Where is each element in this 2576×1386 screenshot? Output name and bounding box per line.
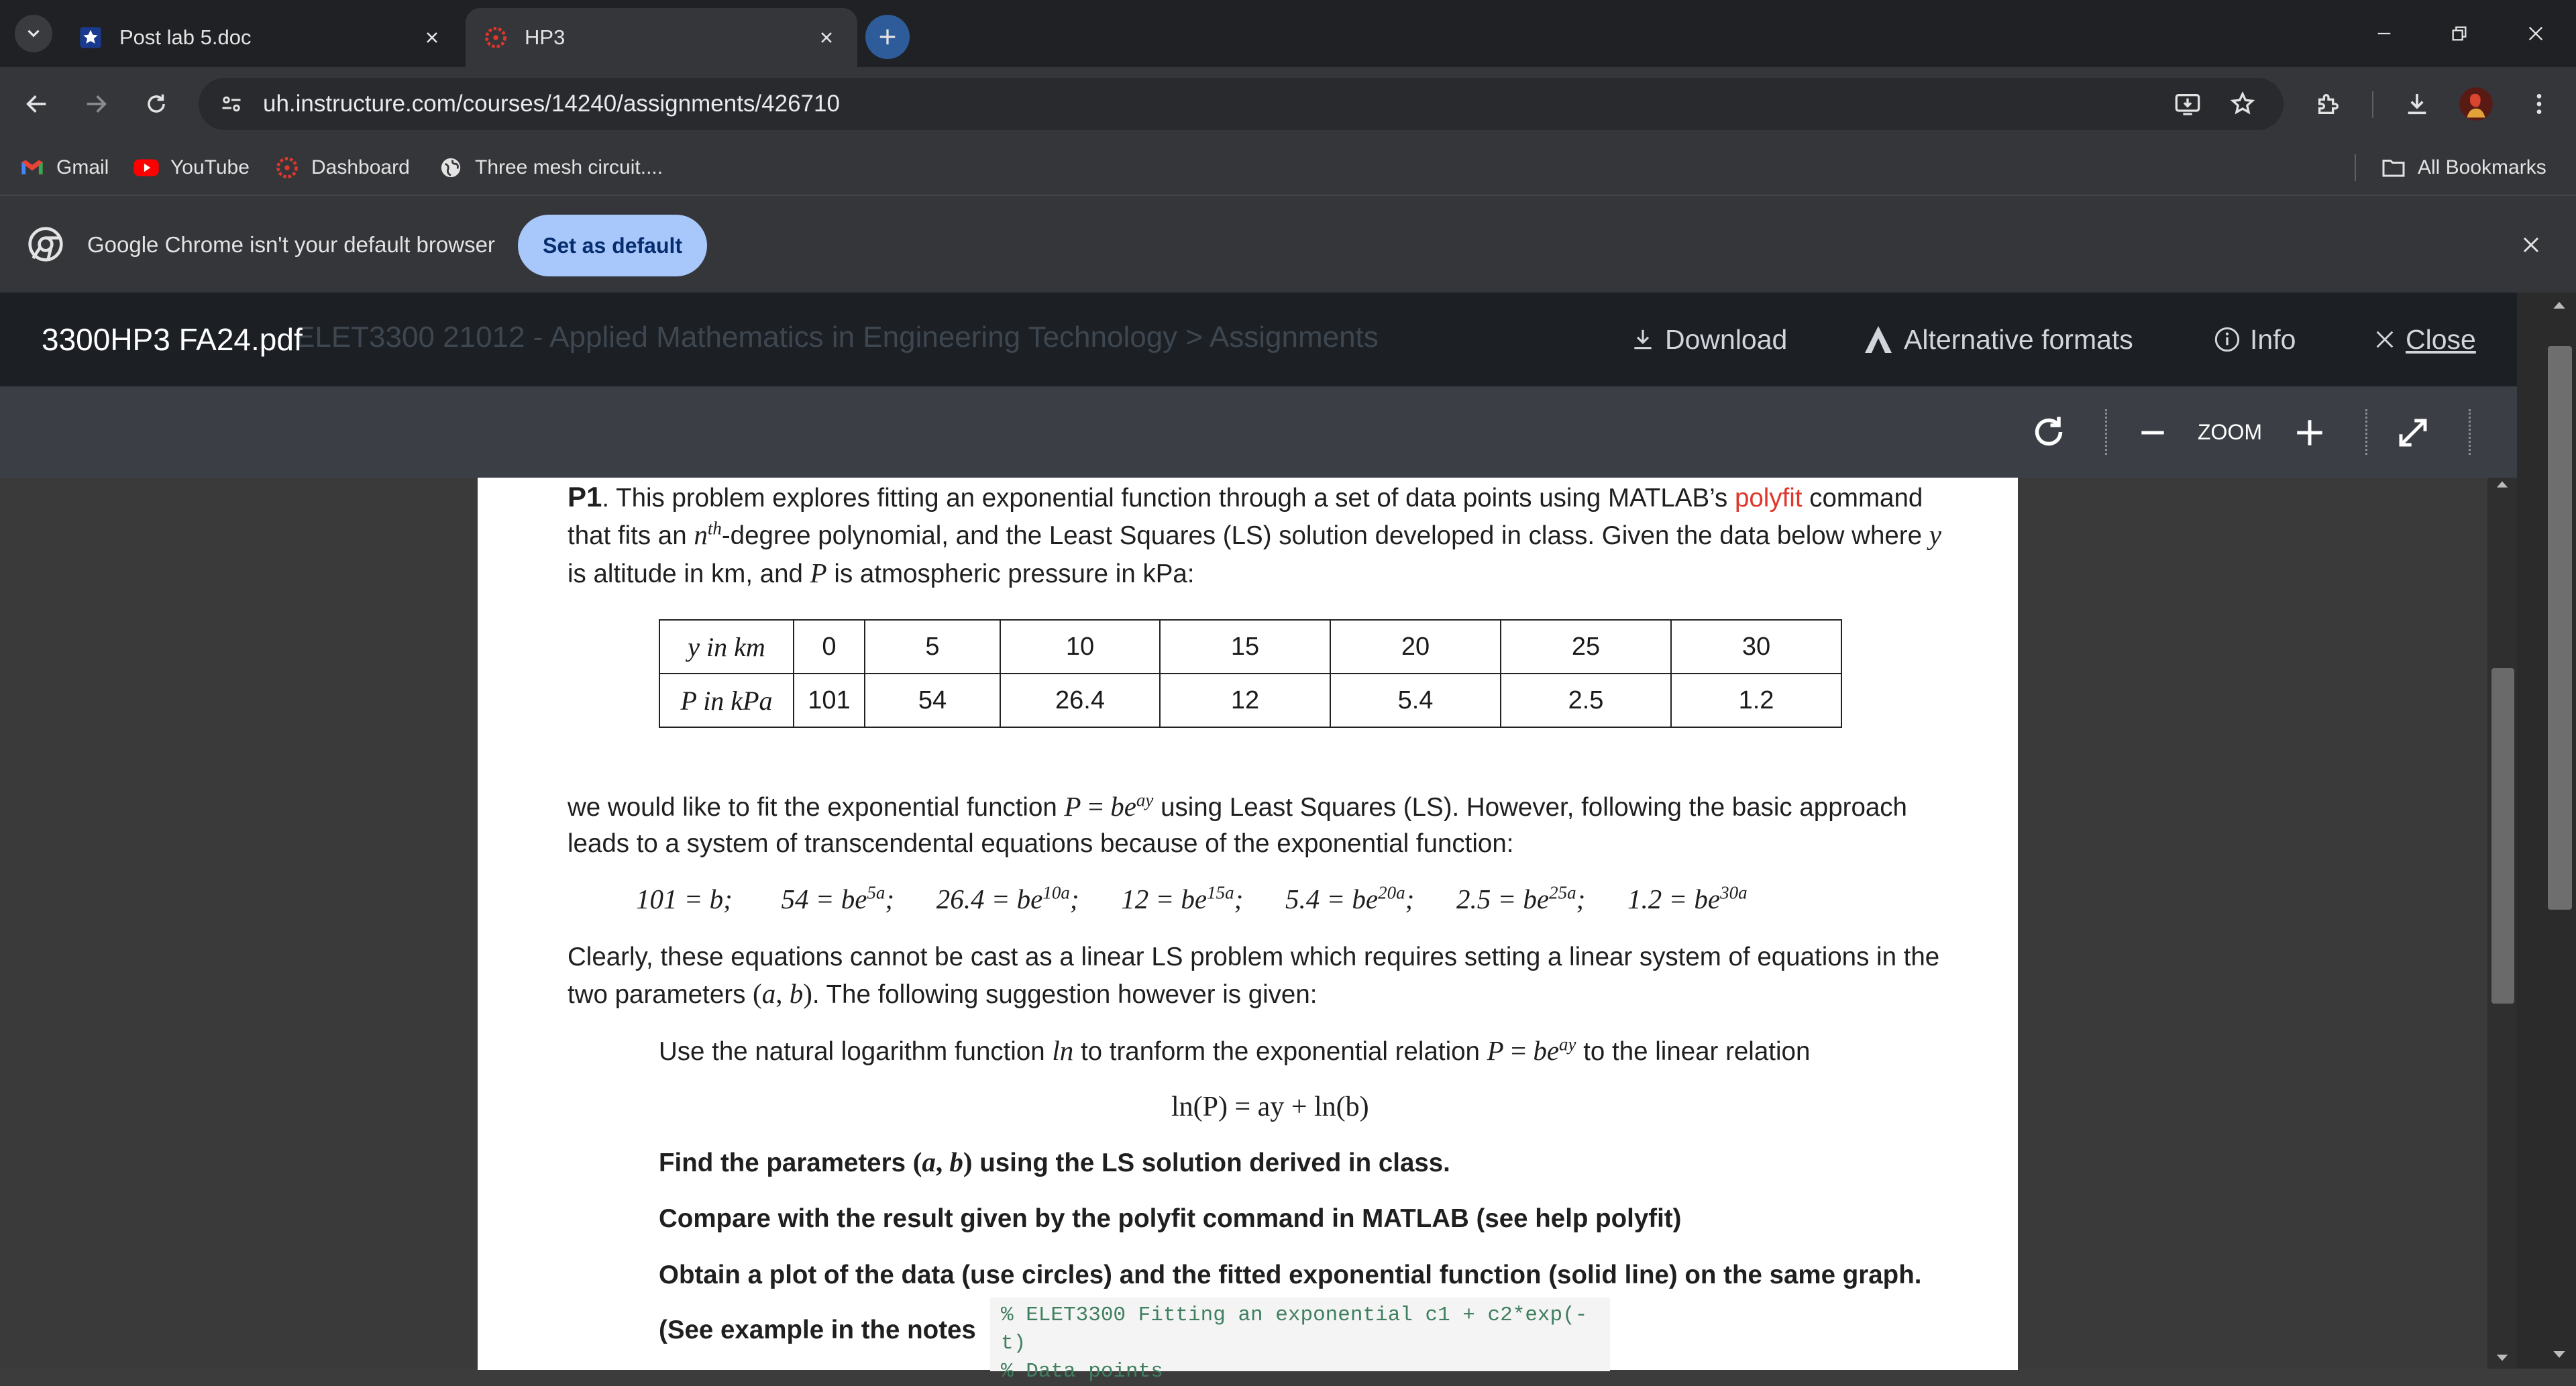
- forward-button[interactable]: [74, 82, 118, 126]
- arrow-left-icon: [23, 91, 50, 117]
- minimize-button[interactable]: [2364, 15, 2404, 52]
- table-cell: 12: [1160, 674, 1330, 727]
- polyfit-keyword: polyfit: [1734, 484, 1803, 513]
- youtube-icon: [134, 156, 158, 180]
- equation-exponent: 20a: [1378, 882, 1405, 903]
- restore-button[interactable]: [2439, 15, 2479, 52]
- find-text: Find the parameters: [659, 1149, 913, 1177]
- all-bookmarks-button[interactable]: [2381, 141, 2546, 195]
- close-tab-icon[interactable]: [417, 23, 447, 52]
- clearly-text: two parameters: [568, 980, 753, 1009]
- equation-exponent: 15a: [1207, 882, 1234, 903]
- table-row: [659, 674, 1841, 727]
- paragraph-fit-line2: leads to a system of transcendental equations because of the exponential function:: [568, 829, 1514, 858]
- toolbar-separator: [2105, 409, 2109, 455]
- tab-search-button[interactable]: [15, 15, 52, 52]
- table-header-cell: y in km: [659, 620, 794, 674]
- page-scroll-up-arrow[interactable]: [2549, 295, 2571, 317]
- fit-text: using Least Squares (LS). However, following the basic approach: [1153, 793, 1907, 822]
- table-cell: 10: [1000, 620, 1160, 674]
- star-icon: [79, 26, 102, 49]
- back-button[interactable]: [15, 82, 59, 126]
- clearly-text: . The following suggestion however is given:: [812, 980, 1318, 1009]
- code-line: % ELET3300 Fitting an exponential c1 + c2*exp(-t): [1001, 1303, 1588, 1355]
- tab-hp3[interactable]: [466, 8, 857, 67]
- reload-icon: [144, 91, 169, 117]
- equation-exponent: 25a: [1549, 882, 1576, 903]
- equation-row: 101 = b; $54 = be^{5a}$; $26.4 = be^{10a}$; $12 = be^{15a}$; $5.4 = be^{20a}$; $2.5 = be^{25a}$; $1.2 = be^{30a}$: [636, 882, 1748, 914]
- paragraph-clearly-line2: two parameters (a, b). The following suggestion however is given:: [568, 978, 1318, 1009]
- close-icon: [2526, 24, 2545, 43]
- instruction-see-example: (See example in the notes: [659, 1316, 976, 1344]
- intro-text: is atmospheric pressure in kPa:: [826, 559, 1195, 588]
- close-window-button[interactable]: [2516, 15, 2556, 52]
- expand-icon: [2395, 415, 2431, 451]
- more-vert-icon: [2526, 91, 2553, 117]
- rotate-icon: [2029, 412, 2069, 452]
- close-icon: [2521, 235, 2541, 255]
- info-icon: [2214, 326, 2241, 353]
- download-link[interactable]: [1630, 292, 1787, 386]
- table-cell: 54: [865, 674, 1000, 727]
- table-cell: 0: [794, 620, 865, 674]
- intro-text: command: [1802, 484, 1923, 513]
- info-link[interactable]: [2214, 292, 2296, 386]
- equation: 12 = be: [1121, 884, 1208, 914]
- canvas-icon: [484, 26, 507, 49]
- code-line: % Data points: [1001, 1360, 1163, 1383]
- equation-exponent: 30a: [1720, 882, 1748, 903]
- table-cell: 101: [794, 674, 865, 727]
- suggestion-text: Use the natural logarithm function: [659, 1037, 1053, 1066]
- table-cell: 25: [1501, 620, 1671, 674]
- plus-icon: [2293, 416, 2326, 449]
- url-text[interactable]: uh.instructure.com/courses/14240/assignments/426710: [263, 91, 840, 117]
- browser-toolbar: [0, 67, 2576, 141]
- bookmark-label: Gmail: [56, 156, 109, 178]
- equation-exponent: 10a: [1042, 882, 1070, 903]
- default-browser-infobar: [0, 195, 2576, 295]
- canvas-icon: [275, 156, 299, 180]
- toolbar-separator: [2365, 409, 2369, 455]
- tab-title: Post lab 5.doc: [119, 25, 252, 49]
- ghost-breadcrumb: ELET3300 21012 - Applied Mathematics in Engineering Technology > Assignments: [295, 321, 1379, 354]
- table-cell: 20: [1330, 620, 1501, 674]
- reload-button[interactable]: [134, 82, 178, 126]
- zoom-label: ZOOM: [2198, 420, 2262, 444]
- log-equation: ln(P) = ay + ln(b): [1171, 1091, 1369, 1122]
- table-row: [659, 620, 1841, 674]
- bookmarks-bar: [0, 141, 2576, 195]
- pdf-scrollbar-thumb[interactable]: [2491, 668, 2514, 1004]
- equation: 101 = b;: [636, 884, 733, 914]
- minus-icon: [2136, 416, 2169, 449]
- bookmark-youtube[interactable]: [134, 141, 250, 195]
- tab-post-lab[interactable]: [60, 8, 463, 67]
- data-table: [659, 619, 1842, 728]
- tab-strip: [0, 0, 2576, 67]
- infobar-message: Google Chrome isn't your default browser: [87, 232, 495, 257]
- bookmark-dashboard[interactable]: [275, 141, 410, 195]
- info-label: Info: [2250, 323, 2296, 355]
- close-infobar-button[interactable]: [2513, 227, 2549, 263]
- paragraph-fit-line1: we would like to fit the exponential function $P = be^{ay}$ using Least Squares (LS). However, following the basic approach: [568, 790, 1907, 822]
- page-scrollbar-thumb[interactable]: [2548, 346, 2572, 910]
- zoom-in-button[interactable]: [2293, 416, 2326, 449]
- set-default-button[interactable]: Set as default: [518, 215, 707, 276]
- suggestion-line: Use the natural logarithm function ln to tranform the exponential relation $P = be^{ay}$ to the linear relation: [659, 1034, 1811, 1066]
- fit-text: we would like to fit the exponential function: [568, 793, 1065, 822]
- extensions-button[interactable]: [2306, 82, 2351, 126]
- address-bar[interactable]: [199, 78, 2284, 130]
- intro-text: is altitude in km, and: [568, 559, 810, 588]
- download-icon: [1630, 326, 1656, 353]
- close-icon: [2373, 328, 2396, 351]
- minimize-icon: [2375, 24, 2394, 43]
- table-cell: 15: [1160, 620, 1330, 674]
- ln-symbol: ln: [1052, 1035, 1074, 1066]
- avatar-icon: [2458, 86, 2494, 122]
- toolbar-divider: [2372, 91, 2373, 118]
- viewer-toolbar: [0, 386, 2517, 478]
- equation: 54 = be: [781, 884, 867, 914]
- instruction-find: Find the parameters (a, b) using the LS solution derived in class.: [659, 1147, 1450, 1177]
- chrome-menu-button[interactable]: [2517, 82, 2561, 126]
- equation: 2.5 = be: [1456, 884, 1550, 914]
- globe-icon: [439, 156, 463, 180]
- rotate-button[interactable]: [2029, 412, 2069, 452]
- new-tab-button[interactable]: [865, 15, 910, 59]
- alternative-formats-icon: [1862, 325, 1894, 354]
- triangle-up-icon: [2549, 295, 2569, 315]
- chevron-down-icon: [25, 25, 42, 42]
- paragraph-intro-line3: is altitude in km, and P is atmospheric pressure in kPa:: [568, 557, 1195, 588]
- tab-title: HP3: [525, 25, 566, 49]
- problem-label: P1: [568, 481, 602, 513]
- paragraph-clearly-line1: Clearly, these equations cannot be cast as a linear LS problem which requires setting a linear system of equations in the: [568, 943, 1940, 971]
- fullscreen-button[interactable]: [2395, 415, 2431, 451]
- triangle-down-icon: [2493, 1348, 2512, 1367]
- close-label: Close: [2406, 323, 2476, 355]
- equation-exponent: 5a: [867, 882, 885, 903]
- downloads-button[interactable]: [2395, 82, 2439, 126]
- viewer-filename: 3300HP3 FA24.pdf: [42, 322, 303, 357]
- triangle-up-icon: [2493, 475, 2512, 494]
- table-cell: 1.2: [1671, 674, 1841, 727]
- bookmarks-divider: [2355, 154, 2356, 181]
- table-cell: 5: [865, 620, 1000, 674]
- page-scroll-down-arrow[interactable]: [2549, 1344, 2571, 1366]
- intro-text: . This problem explores fitting an exponential function through a set of data points using MATLAB’s: [602, 484, 1735, 513]
- pdf-scroll-up-arrow[interactable]: [2493, 475, 2513, 495]
- equation: 5.4 = be: [1285, 884, 1379, 914]
- alternative-formats-label: Alternative formats: [1904, 323, 2133, 355]
- toolbar-separator: [2469, 409, 2473, 455]
- table-header-cell: P in kPa: [659, 674, 794, 727]
- find-text: using the LS solution derived in class.: [972, 1149, 1450, 1177]
- arrow-right-icon: [83, 91, 109, 117]
- table-cell: 5.4: [1330, 674, 1501, 727]
- pdf-scroll-down-arrow[interactable]: [2493, 1348, 2513, 1369]
- restore-icon: [2450, 24, 2469, 43]
- paragraph-intro-line2: that fits an $n^{th}$-degree polynomial, and the Least Squares (LS) solution developed in class. Given the data below where y: [568, 518, 1941, 550]
- instruction-compare: Compare with the result given by the polyfit command in MATLAB (see help polyfit): [659, 1204, 1682, 1233]
- instruction-obtain: Obtain a plot of the data (use circles) and the fitted exponential function (solid line) on the same graph.: [659, 1261, 1922, 1289]
- intro-text: that fits an: [568, 521, 694, 550]
- suggestion-text: to tranform the exponential relation: [1073, 1037, 1487, 1066]
- bookmark-three-mesh[interactable]: [439, 141, 663, 195]
- bookmark-label: YouTube: [170, 156, 250, 178]
- puzzle-icon: [2315, 91, 2342, 117]
- zoom-out-button[interactable]: [2136, 416, 2169, 449]
- download-label: Download: [1665, 323, 1788, 355]
- plus-icon: [877, 27, 898, 47]
- all-bookmarks-label: All Bookmarks: [2418, 156, 2546, 178]
- bookmark-label: Three mesh circuit....: [475, 156, 663, 178]
- install-app-icon[interactable]: [2168, 85, 2207, 123]
- alternative-formats-link[interactable]: [1862, 292, 2133, 386]
- pdf-page: [478, 478, 2018, 1383]
- gmail-icon: [20, 156, 44, 180]
- chrome-logo-icon: [27, 225, 64, 263]
- pdf-viewer: [0, 292, 2517, 1383]
- profile-avatar[interactable]: [2454, 82, 2498, 126]
- matlab-code-snippet: [990, 1297, 1610, 1383]
- suggestion-text: to the linear relation: [1576, 1037, 1811, 1066]
- site-info-icon[interactable]: [212, 85, 251, 123]
- bookmark-star-icon[interactable]: [2223, 85, 2262, 123]
- equation: 26.4 = be: [936, 884, 1043, 914]
- intro-text: -degree polynomial, and the Least Squares (LS) solution developed in class. Given the data below where: [721, 521, 1929, 550]
- folder-icon: [2381, 156, 2406, 180]
- triangle-down-icon: [2549, 1344, 2569, 1365]
- close-tab-icon[interactable]: [812, 23, 841, 52]
- equation: 1.2 = be: [1627, 884, 1721, 914]
- bookmark-gmail[interactable]: [20, 141, 109, 195]
- table-cell: 26.4: [1000, 674, 1160, 727]
- bookmark-label: Dashboard: [311, 156, 410, 178]
- table-cell: 30: [1671, 620, 1841, 674]
- download-icon: [2404, 91, 2430, 117]
- table-cell: 2.5: [1501, 674, 1671, 727]
- paragraph-intro-line1: [568, 478, 1923, 517]
- close-viewer-link[interactable]: [2373, 292, 2476, 386]
- viewer-header: [0, 292, 2517, 386]
